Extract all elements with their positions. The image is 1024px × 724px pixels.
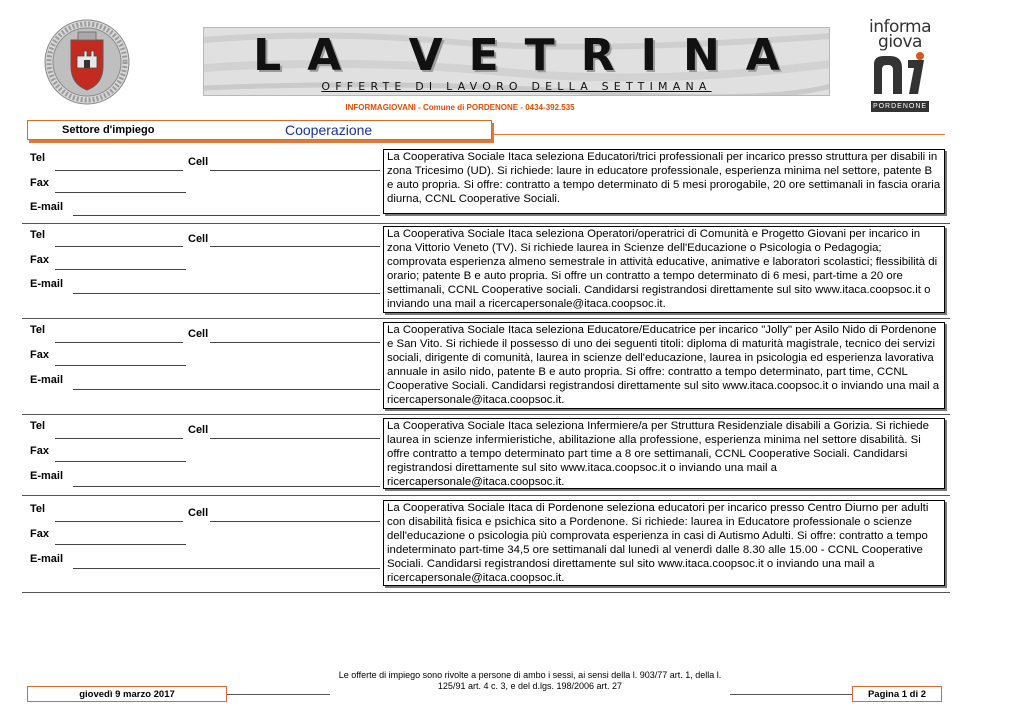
masthead-title: LA VETRINA [253, 30, 806, 81]
footer-date: giovedì 9 marzo 2017 [27, 686, 227, 702]
sector-label: Settore d'impiego [62, 124, 155, 136]
sector-box [27, 120, 492, 140]
fax-label: Fax [30, 445, 49, 457]
fax-label: Fax [30, 349, 49, 361]
cell-field[interactable] [210, 521, 380, 522]
city-seal-image [44, 18, 130, 106]
tel-field[interactable] [55, 246, 183, 247]
sector-value: Cooperazione [285, 122, 373, 138]
footer-rule-left [227, 694, 330, 695]
cell-label: Cell [188, 507, 209, 519]
logo-wordmark: informa giova [868, 17, 932, 52]
fax-label: Fax [30, 177, 49, 189]
email-label: E-mail [30, 470, 64, 482]
tel-label: Tel [30, 152, 46, 164]
tel-field[interactable] [55, 342, 183, 343]
job-description: La Cooperativa Sociale Itaca seleziona Educatore/Educatrice per incarico "Jolly" per Asilo Nido di Pordenone e San Vito. Si richiede il possesso di uno dei seguenti titoli: diploma di maturità magistrale, tecnico dei servizi sociali, dirigente di comunità, laurea in scienze dell'educazione, laurea in psicologia ed esperienza lavorativa annuale in asilo nido, patente B e auto propria. Si offre: contratto a tempo determinato, part time, CCNL Cooperative Sociali. Candidarsi registrandosi direttamente sul sito www.itaca.coopsoc.it o inviando una mail a ricercapersonale@itaca.coopsoc.it. [383, 322, 945, 409]
job-description: La Cooperativa Sociale Itaca di Pordenone seleziona educatori per incarico presso Centro Diurno per adulti con disabilità fisica e psichica sito a Pordenone. Si richiede: laurea in Educatore professionale o scienze dell'educazione o psicologia più comprovata esperienza in casi di Autismo Adulti. Si offre: contratto a tempo indeterminato part-time 34,5 ore settimanali dal lunedì al venerdì dalle 8.30 alle 15.00 - CCNL Cooperative Sociali. Candidarsi registrandosi direttamente sul sito www.itaca.coopsoc.it o inviando una mail a ricercapersonale@itaca.coopsoc.it. [383, 500, 945, 586]
listing-separator [22, 592, 950, 593]
listing-separator [22, 318, 950, 319]
informagiovani-logo [868, 17, 932, 114]
fax-field[interactable] [55, 544, 186, 545]
listing-separator [22, 495, 950, 496]
cell-label: Cell [188, 424, 209, 436]
email-label: E-mail [30, 201, 64, 213]
footer-rule-right [730, 694, 852, 695]
cell-label: Cell [188, 233, 209, 245]
cell-field[interactable] [210, 438, 380, 439]
fax-field[interactable] [55, 192, 186, 193]
tel-label: Tel [30, 324, 46, 336]
cell-label: Cell [188, 156, 209, 168]
email-field[interactable] [73, 568, 380, 569]
listing-separator [22, 223, 950, 224]
tel-label: Tel [30, 420, 46, 432]
cell-field[interactable] [210, 246, 380, 247]
email-field[interactable] [73, 486, 380, 487]
fax-field[interactable] [55, 365, 186, 366]
tel-field[interactable] [55, 521, 183, 522]
email-field[interactable] [73, 293, 380, 294]
tel-label: Tel [30, 503, 46, 515]
fax-field[interactable] [55, 461, 186, 462]
email-field[interactable] [73, 389, 380, 390]
listing-separator [22, 414, 950, 415]
legal-notice: Le offerte di impiego sono rivolte a persone di ambo i sessi, ai sensi della l. 903/77 art. 1, della l. 125/91 art. 4 c. 3, e del d.lgs. 198/2006 art. 27 [338, 670, 722, 691]
sector-rule [493, 134, 945, 135]
job-description: La Cooperativa Sociale Itaca seleziona Educatori/trici professionali per incarico presso struttura per disabili in zona Tricesimo (UD). Si richiede: laure in educatore professionale, esperienza minima nel settore, patente B e auto propria. Si offre: contratto a tempo determinato di 5 mesi prorogabile, 20 ore settimanali in fascia oraria diurna, CCNL Cooperative Sociali. [383, 149, 945, 214]
fax-field[interactable] [55, 269, 186, 270]
email-label: E-mail [30, 278, 64, 290]
job-description: La Cooperativa Sociale Itaca seleziona Operatori/operatrici di Comunità e Progetto Giovani per incarico in zona Vittorio Veneto (TV). Si richiede laurea in Scienze dell'Educazione o Psicologia o Pedagogia; comprovata esperienza almeno semestrale in attività educative, animative e laboratori scolastici; flessibilità di orario; patente B e auto propria. Si offre un contratto a tempo determinato di 6 mesi, part-time a 20 ore settimanali, CCNL Cooperative sociali. Candidarsi registrandosi direttamente sul sito www.itaca.coopsoc.it o inviando una mail a ricercapersonale@itaca.coopsoc.it. [383, 226, 945, 313]
fax-label: Fax [30, 254, 49, 266]
page-indicator: Pagina 1 di 2 [852, 686, 942, 702]
logo-city: PORDENONE [872, 103, 928, 110]
cell-field[interactable] [210, 170, 380, 171]
cell-field[interactable] [210, 342, 380, 343]
fax-label: Fax [30, 528, 49, 540]
cell-label: Cell [188, 328, 209, 340]
email-field[interactable] [73, 215, 380, 216]
email-label: E-mail [30, 374, 64, 386]
logo-ni-mark [870, 52, 930, 96]
tel-field[interactable] [55, 170, 183, 171]
masthead-subtitle: OFFERTE DI LAVORO DELLA SETTIMANA [321, 80, 712, 93]
tel-label: Tel [30, 229, 46, 241]
job-description: La Cooperativa Sociale Itaca seleziona Infermiere/a per Struttura Residenziale disabili a Gorizia. Si richiede laurea in scienze infermieristiche, abilitazione alla professione, esperienza minima nel settore disabilità. Si offre contratto a tempo determinato part time a 8 ore settimanali, CCNL Cooperative Sociali. Candidarsi registrandosi direttamente sul sito www.itaca.coopsoc.it o inviando una mail a ricercapersonale@itaca.coopsoc.it. [383, 418, 945, 489]
tel-field[interactable] [55, 438, 183, 439]
office-info: INFORMAGIOVANI - Comune di PORDENONE - 0434-392.535 [345, 103, 575, 112]
masthead-banner [203, 27, 830, 96]
email-label: E-mail [30, 553, 64, 565]
